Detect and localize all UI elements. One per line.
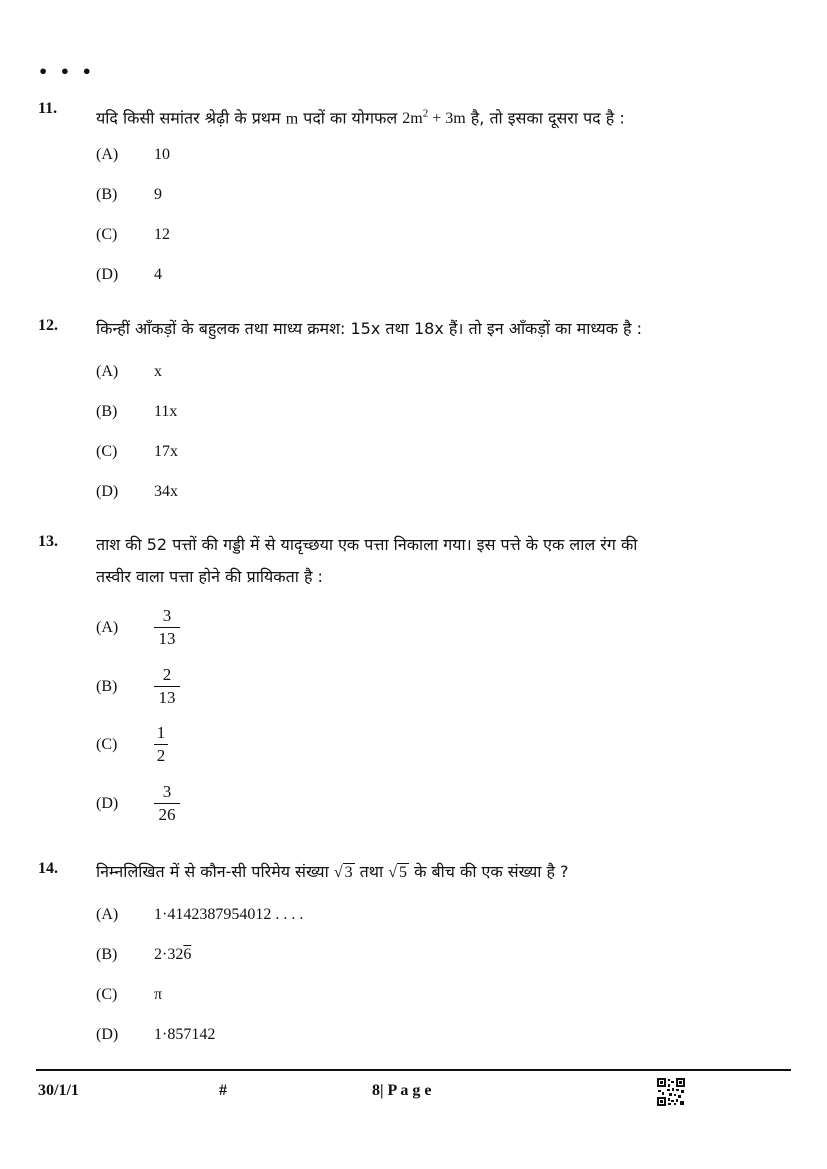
radicand: 5 bbox=[399, 864, 408, 881]
option-label: (B) bbox=[96, 186, 118, 203]
option-value: 12 bbox=[154, 226, 170, 243]
option-label: (D) bbox=[96, 795, 119, 812]
option-label: (C) bbox=[96, 986, 118, 1003]
numerator: 3 bbox=[154, 605, 180, 628]
footer-hash: # bbox=[219, 1082, 227, 1099]
text-part: यदि किसी समांतर श्रेढ़ी के प्रथम bbox=[96, 108, 286, 128]
fraction bbox=[154, 605, 180, 650]
denominator: 13 bbox=[158, 629, 176, 648]
option-label: (B) bbox=[96, 678, 118, 695]
question-12 bbox=[38, 317, 767, 507]
option-b[interactable] bbox=[96, 664, 296, 710]
question-number: 13. bbox=[38, 533, 58, 550]
decimal-base: 2·32 bbox=[154, 946, 184, 963]
option-label: (B) bbox=[96, 946, 118, 963]
expr-sup: 2 bbox=[422, 108, 429, 120]
question-11 bbox=[38, 100, 767, 290]
page-word: P a g e bbox=[387, 1082, 432, 1099]
option-value: π bbox=[154, 986, 163, 1003]
option-label: (D) bbox=[96, 266, 119, 283]
text-line: तस्वीर वाला पत्ता होने की प्रायिकता है : bbox=[96, 567, 323, 586]
expr-base: 2m bbox=[402, 110, 423, 128]
option-value: 1·857142 bbox=[154, 1026, 216, 1043]
fraction bbox=[154, 722, 168, 767]
option-value: x bbox=[154, 363, 162, 380]
question-text bbox=[96, 529, 767, 593]
text-part: तथा bbox=[354, 862, 389, 881]
text-line: ताश की 52 पत्तों की गड्डी में से यादृच्छया एक पत्ता निकाला गया। इस पत्ते के एक लाल रंग की bbox=[96, 535, 638, 554]
question-14 bbox=[38, 860, 767, 1050]
option-d[interactable] bbox=[96, 781, 296, 827]
sqrt-5: √ 5 bbox=[388, 864, 408, 881]
question-number: 14. bbox=[38, 860, 58, 877]
text-part: निम्नलिखित में से कौन-सी परिमेय संख्या bbox=[96, 862, 334, 881]
paper-code: 30/1/1 bbox=[38, 1082, 79, 1099]
top-marker: • • • bbox=[38, 62, 95, 81]
option-value: 1·4142387954012 . . . . bbox=[154, 906, 304, 923]
option-label: (A) bbox=[96, 363, 119, 380]
qr-code-icon bbox=[657, 1078, 685, 1106]
option-value: 4 bbox=[154, 266, 162, 283]
fraction bbox=[154, 664, 180, 709]
option-label: (A) bbox=[96, 906, 119, 923]
denominator: 13 bbox=[158, 688, 176, 707]
numerator: 1 bbox=[154, 722, 168, 745]
radicand: 3 bbox=[344, 864, 353, 881]
option-label: (C) bbox=[96, 443, 118, 460]
fraction bbox=[154, 781, 180, 826]
option-label: (D) bbox=[96, 483, 119, 500]
footer-divider bbox=[36, 1069, 791, 1071]
option-label: (A) bbox=[96, 619, 119, 636]
option-value: 9 bbox=[154, 186, 162, 203]
option-label: (B) bbox=[96, 403, 118, 420]
option-value bbox=[154, 946, 191, 964]
expr-rest: + 3m bbox=[428, 110, 466, 128]
option-value: 17x bbox=[154, 443, 178, 460]
question-text: किन्हीं आँकड़ों के बहुलक तथा माध्य क्रमश: 15x तथा 18x हैं। तो इन आँकड़ों का माध्यक है : bbox=[96, 319, 643, 338]
denominator: 2 bbox=[156, 746, 166, 765]
option-label: (D) bbox=[96, 1026, 119, 1043]
repeating-digit: 6 bbox=[183, 946, 192, 963]
denominator: 26 bbox=[158, 805, 176, 824]
numerator: 3 bbox=[154, 781, 180, 804]
question-number: 11. bbox=[38, 100, 58, 117]
text-part: है, तो इसका दूसरा पद है : bbox=[465, 108, 625, 128]
text-part: पदों का योगफल bbox=[298, 108, 403, 128]
numerator: 2 bbox=[154, 664, 180, 687]
option-c[interactable] bbox=[96, 722, 296, 768]
question-text bbox=[96, 100, 767, 133]
page-number: 8 bbox=[372, 1082, 380, 1099]
text-part: के बीच की एक संख्या है ? bbox=[409, 862, 569, 881]
option-value: 11x bbox=[154, 403, 178, 420]
question-text bbox=[96, 860, 767, 885]
page-indicator: 8| P a g e bbox=[372, 1082, 432, 1099]
question-13 bbox=[38, 533, 767, 833]
option-label: (C) bbox=[96, 736, 118, 753]
option-value: 10 bbox=[154, 146, 170, 163]
option-value: 34x bbox=[154, 483, 178, 500]
option-a[interactable] bbox=[96, 605, 296, 651]
math-var: m bbox=[285, 110, 299, 128]
sqrt-3: √ 3 bbox=[333, 864, 353, 881]
question-number: 12. bbox=[38, 317, 58, 334]
math-expr bbox=[402, 110, 465, 127]
option-label: (C) bbox=[96, 226, 118, 243]
option-label: (A) bbox=[96, 146, 119, 163]
